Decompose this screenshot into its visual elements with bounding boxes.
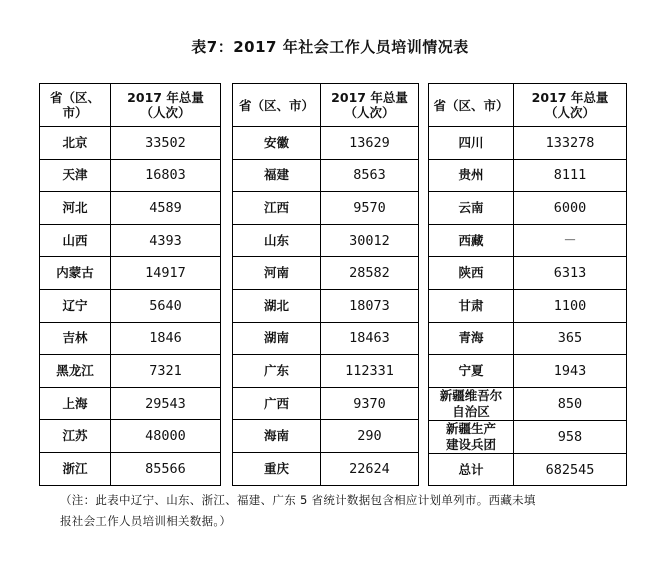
province-cell: 四川 — [429, 127, 514, 160]
header-row — [233, 84, 419, 127]
value-cell: 133278 — [514, 127, 627, 160]
province-cell: 重庆 — [233, 452, 321, 485]
province-cell — [429, 420, 514, 453]
value-cell: 112331 — [321, 355, 419, 388]
value-cell: 48000 — [111, 420, 221, 453]
table-row — [429, 420, 627, 453]
province-header-line: 省（区、市） — [433, 97, 509, 113]
table-row — [233, 322, 419, 355]
province-cell: 上海 — [40, 387, 111, 420]
table-row — [429, 127, 627, 160]
value-cell: 682545 — [514, 453, 627, 486]
value-cell: 85566 — [111, 452, 221, 485]
value-cell: 958 — [514, 420, 627, 453]
value-cell: 1100 — [514, 289, 627, 322]
table-row — [233, 159, 419, 192]
value-cell: 9370 — [321, 387, 419, 420]
table-row — [429, 159, 627, 192]
province-cell: 西藏 — [429, 224, 514, 257]
value-cell: 1846 — [111, 322, 221, 355]
province-cell: 总计 — [429, 453, 514, 486]
table-row — [40, 452, 221, 485]
province-cell: 山西 — [40, 224, 111, 257]
province-cell: 青海 — [429, 322, 514, 355]
value-header-line: 2017 年总量 — [331, 90, 408, 105]
table-row — [429, 355, 627, 388]
footnote-line: （注：此表中辽宁、山东、浙江、福建、广东 5 省统计数据包含相应计划单列市。西藏未填 — [60, 493, 536, 507]
table-row — [429, 387, 627, 420]
province-header — [233, 84, 321, 127]
table-row — [429, 322, 627, 355]
table-row — [40, 257, 221, 290]
value-header-line: 2017 年总量 — [531, 90, 609, 105]
value-header — [514, 84, 627, 127]
table-title: 表7：2017 年社会工作人员培训情况表 — [191, 38, 469, 56]
value-cell: － — [514, 224, 627, 257]
province-cell-line: 建设兵团 — [445, 436, 496, 452]
value-cell: 4393 — [111, 224, 221, 257]
province-cell: 河南 — [233, 257, 321, 290]
footnote-line: 报社会工作人员培训相关数据。） — [60, 514, 232, 528]
province-cell: 天津 — [40, 159, 111, 192]
value-header-line: （人次） — [544, 105, 595, 120]
table-row — [429, 192, 627, 225]
value-cell: 290 — [321, 420, 419, 453]
table-row — [40, 420, 221, 453]
table-row — [40, 224, 221, 257]
table-row — [40, 127, 221, 160]
training-tables — [39, 83, 626, 485]
province-header-line: 市） — [62, 105, 88, 120]
table-row — [233, 224, 419, 257]
province-cell-line: 自治区 — [452, 403, 490, 419]
value-cell: 33502 — [111, 127, 221, 160]
province-cell: 广西 — [233, 387, 321, 420]
province-cell: 云南 — [429, 192, 514, 225]
province-cell: 海南 — [233, 420, 321, 453]
value-cell: 16803 — [111, 159, 221, 192]
value-cell: 9570 — [321, 192, 419, 225]
value-cell: 18073 — [321, 289, 419, 322]
province-cell: 江西 — [233, 192, 321, 225]
table-row — [429, 257, 627, 290]
value-cell: 5640 — [111, 289, 221, 322]
value-cell: 1943 — [514, 355, 627, 388]
province-cell: 北京 — [40, 127, 111, 160]
value-header-line: 2017 年总量 — [127, 90, 204, 105]
province-cell: 福建 — [233, 159, 321, 192]
province-cell-line: 新疆生产 — [445, 420, 496, 436]
value-cell: 7321 — [111, 355, 221, 388]
province-cell: 江苏 — [40, 420, 111, 453]
province-cell: 辽宁 — [40, 289, 111, 322]
province-cell: 广东 — [233, 355, 321, 388]
table-row — [233, 127, 419, 160]
value-cell: 8111 — [514, 159, 627, 192]
province-cell: 山东 — [233, 224, 321, 257]
province-cell: 陕西 — [429, 257, 514, 290]
value-cell: 850 — [514, 387, 627, 420]
table-row — [233, 289, 419, 322]
province-cell: 吉林 — [40, 322, 111, 355]
province-cell — [429, 387, 514, 420]
value-cell: 365 — [514, 322, 627, 355]
table-row — [233, 452, 419, 485]
province-cell-line: 新疆维吾尔 — [439, 387, 503, 403]
value-cell: 13629 — [321, 127, 419, 160]
header-row — [40, 84, 221, 127]
table-row — [233, 257, 419, 290]
value-cell: 30012 — [321, 224, 419, 257]
table-row — [40, 192, 221, 225]
table-row — [40, 355, 221, 388]
table-row — [233, 355, 419, 388]
province-header-line: 省（区、市） — [238, 97, 314, 113]
table-row — [40, 322, 221, 355]
table-row — [40, 159, 221, 192]
province-cell: 安徽 — [233, 127, 321, 160]
value-cell: 28582 — [321, 257, 419, 290]
value-header — [321, 84, 419, 127]
province-cell: 湖北 — [233, 289, 321, 322]
value-cell: 6000 — [514, 192, 627, 225]
footnote — [60, 490, 620, 532]
value-cell: 22624 — [321, 452, 419, 485]
province-cell: 内蒙古 — [40, 257, 111, 290]
table-row — [40, 289, 221, 322]
value-cell: 29543 — [111, 387, 221, 420]
province-cell: 浙江 — [40, 452, 111, 485]
table-group-2 — [232, 83, 419, 486]
value-cell: 14917 — [111, 257, 221, 290]
value-cell: 8563 — [321, 159, 419, 192]
province-header-line: 省（区、 — [49, 90, 100, 105]
table-group-1 — [39, 83, 221, 486]
value-header-line: （人次） — [140, 105, 191, 120]
province-cell: 甘肃 — [429, 289, 514, 322]
header-row — [429, 84, 627, 127]
province-cell: 黑龙江 — [40, 355, 111, 388]
value-cell: 4589 — [111, 192, 221, 225]
table-row — [233, 420, 419, 453]
value-cell: 18463 — [321, 322, 419, 355]
province-cell: 宁夏 — [429, 355, 514, 388]
value-header — [111, 84, 221, 127]
province-cell: 河北 — [40, 192, 111, 225]
table-row — [429, 289, 627, 322]
table-group-3 — [428, 83, 627, 486]
province-cell: 湖南 — [233, 322, 321, 355]
province-header — [429, 84, 514, 127]
province-cell: 贵州 — [429, 159, 514, 192]
table-row — [40, 387, 221, 420]
table-row — [233, 192, 419, 225]
table-row — [429, 224, 627, 257]
province-header — [40, 84, 111, 127]
table-row — [233, 387, 419, 420]
value-cell: 6313 — [514, 257, 627, 290]
table-row — [429, 453, 627, 486]
value-header-line: （人次） — [344, 105, 395, 120]
